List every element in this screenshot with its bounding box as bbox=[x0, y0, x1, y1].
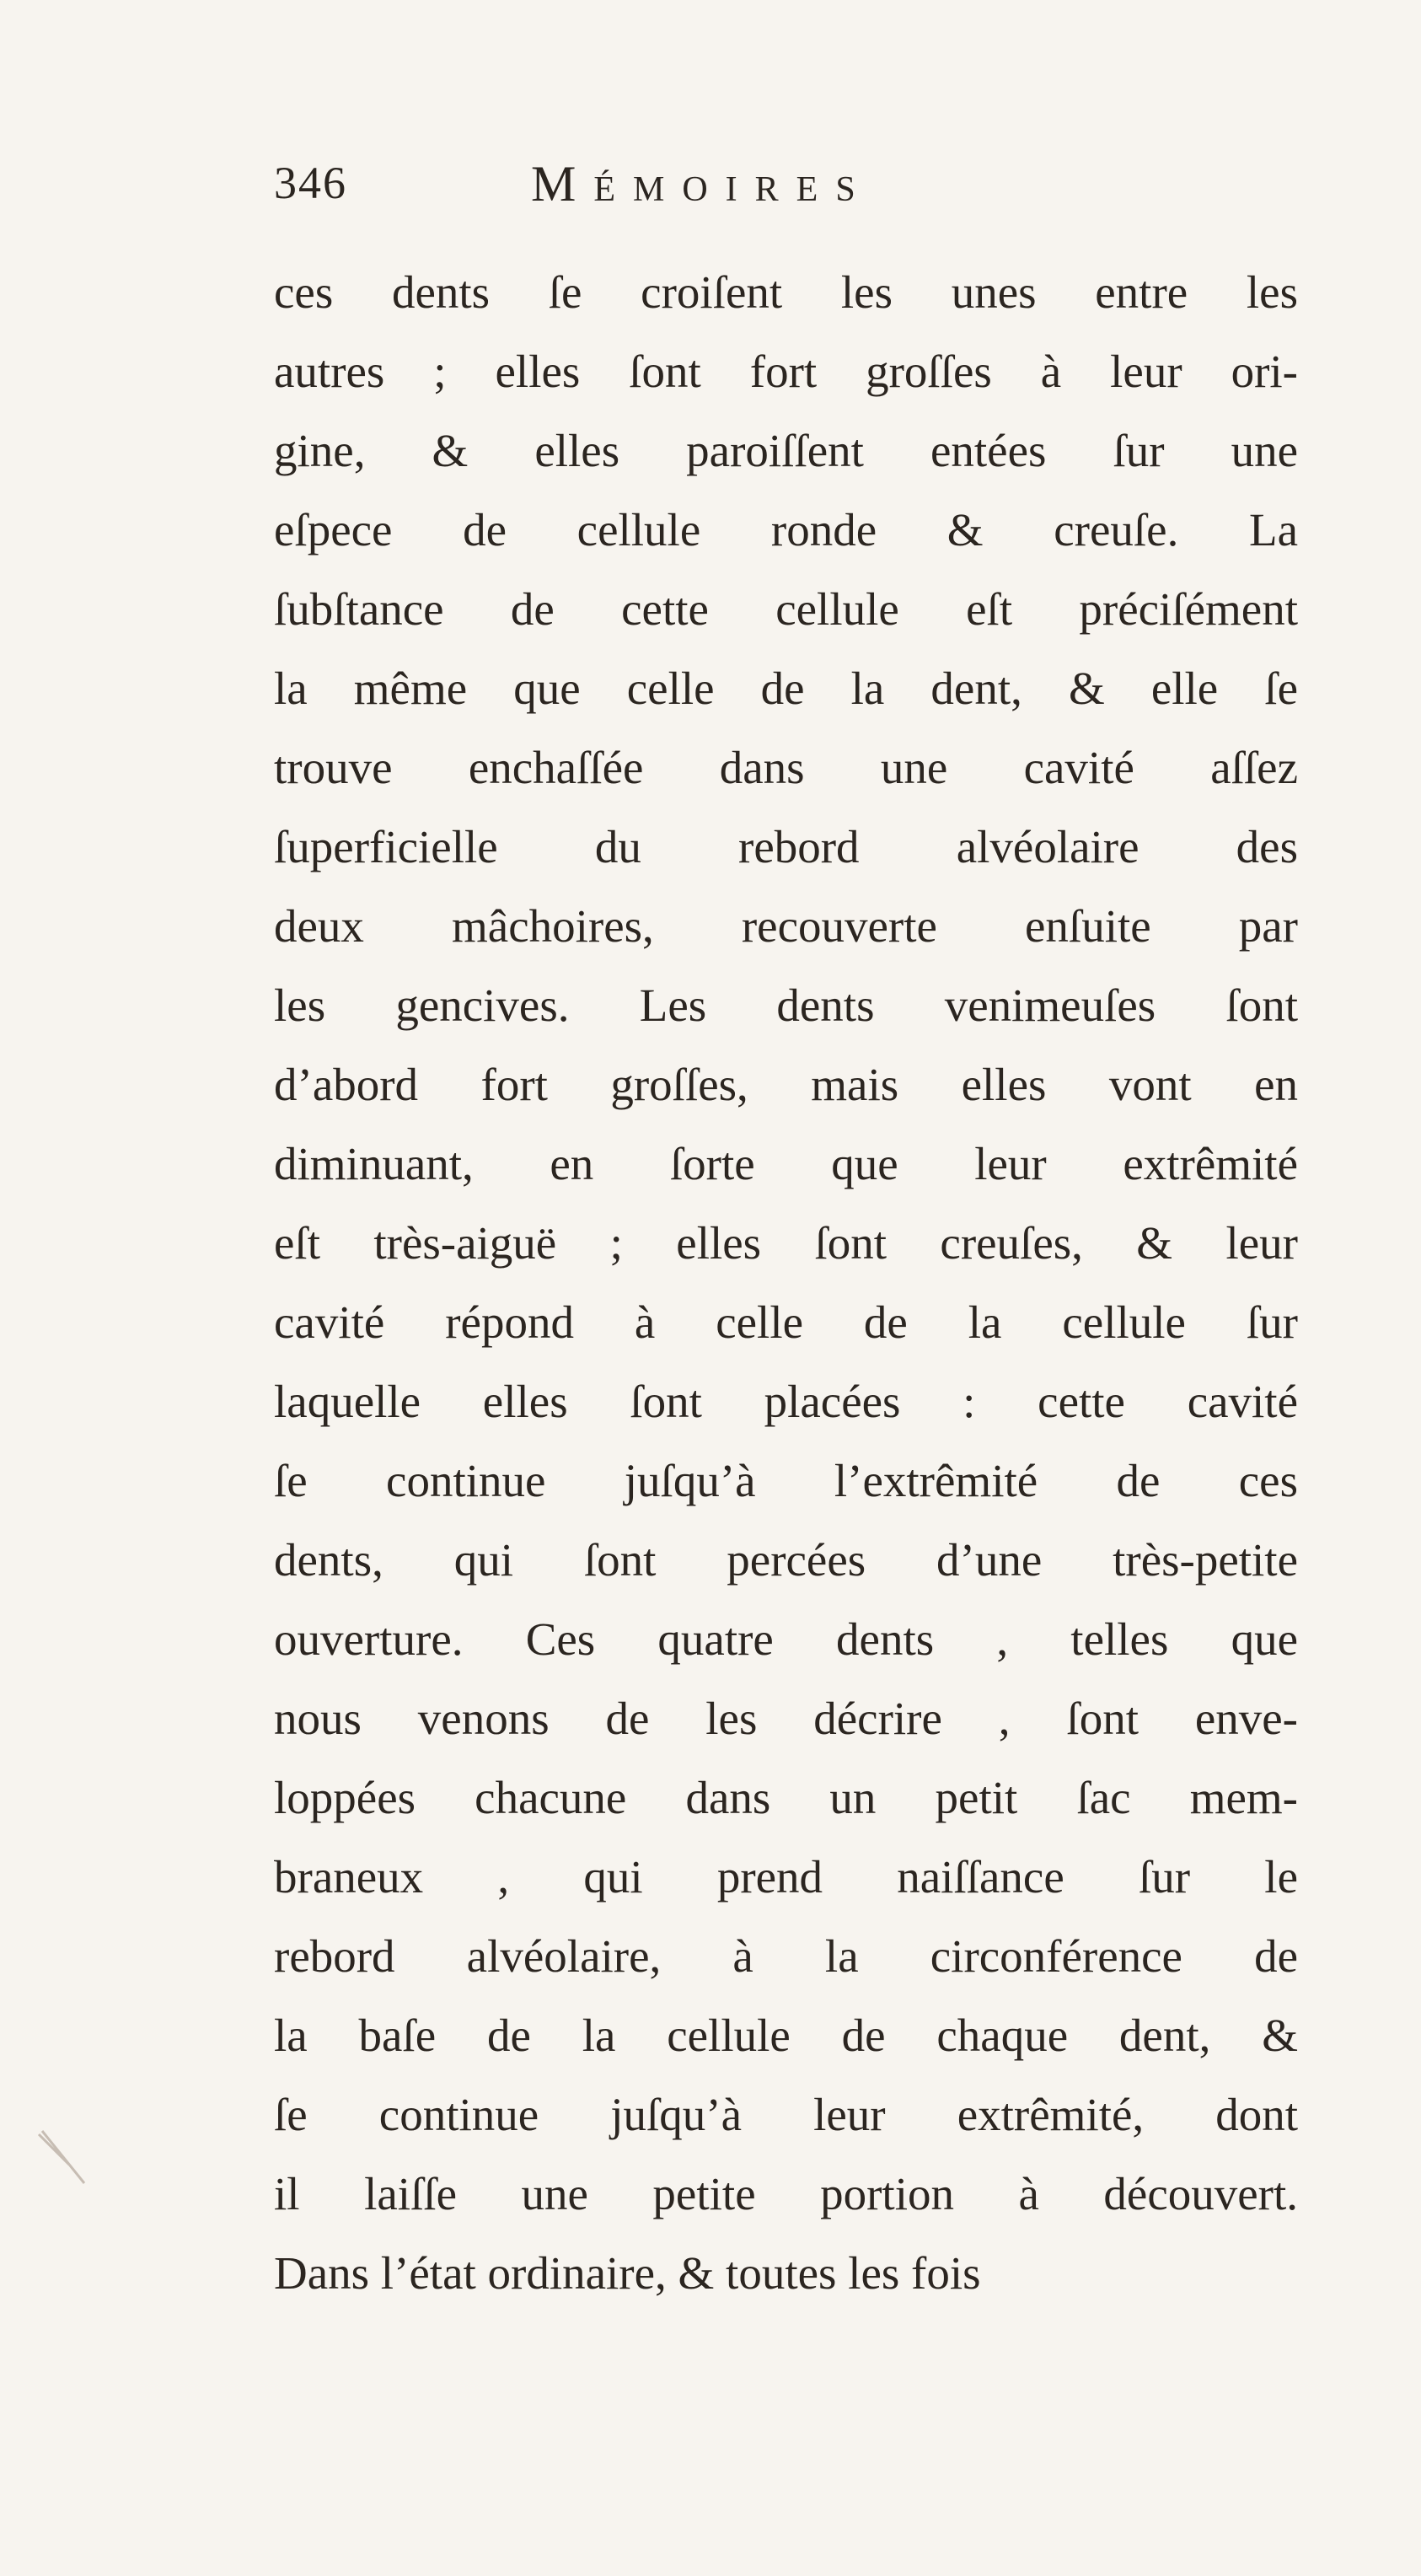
text-line: diminuant, en ſorte que leur extrêmité bbox=[274, 1138, 1298, 1189]
paper-mark bbox=[32, 2124, 99, 2192]
text-line: ſe continue juſqu’à l’extrêmité de ces bbox=[274, 1455, 1298, 1506]
text-line: nous venons de les décrire , ſont enve- bbox=[274, 1693, 1298, 1744]
text-line: les gencives. Les dents venimeuſes ſont bbox=[274, 979, 1298, 1031]
text-line: la même que celle de la dent, & elle ſe bbox=[274, 663, 1298, 714]
text-line: eſt très-aiguë ; elles ſont creuſes, & leur bbox=[274, 1217, 1298, 1269]
text-line: rebord alvéolaire, à la circonférence de bbox=[274, 1930, 1298, 1982]
text-line: ces dents ſe croiſent les unes entre les bbox=[274, 266, 1298, 318]
page-number: 346 bbox=[274, 158, 347, 208]
text-line: ſuperficielle du rebord alvéolaire des bbox=[274, 821, 1298, 872]
text-line: ſe continue juſqu’à leur extrêmité, dont bbox=[274, 2089, 1298, 2140]
text-line: Dans l’état ordinaire, & toutes les fois bbox=[274, 2247, 981, 2299]
text-line: deux mâchoires, recouverte enſuite par bbox=[274, 900, 1298, 952]
text-line: loppées chacune dans un petit ſac mem- bbox=[274, 1772, 1298, 1823]
text-line: trouve enchaſſée dans une cavité aſſez bbox=[274, 742, 1298, 793]
text-line: braneux , qui prend naiſſance ſur le bbox=[274, 1851, 1298, 1902]
text-line: ſubſtance de cette cellule eſt préciſément bbox=[274, 583, 1298, 635]
text-line: gine, & elles paroiſſent entées ſur une bbox=[274, 425, 1298, 476]
text-line: la baſe de la cellule de chaque dent, & bbox=[274, 2010, 1298, 2061]
text-line: d’abord fort groſſes, mais elles vont en bbox=[274, 1059, 1298, 1110]
text-line: laquelle elles ſont placées : cette cavité bbox=[274, 1376, 1298, 1427]
text-line: autres ; elles ſont fort groſſes à leur ori- bbox=[274, 346, 1298, 397]
text-line: il laiſſe une petite portion à découvert. bbox=[274, 2168, 1298, 2219]
text-line: ouverture. Ces quatre dents , telles que bbox=[274, 1613, 1298, 1665]
text-line: cavité répond à celle de la cellule ſur bbox=[274, 1296, 1298, 1348]
page-header bbox=[274, 156, 1184, 219]
body-text bbox=[274, 253, 1298, 2313]
running-title: Mémoires bbox=[531, 156, 873, 212]
text-line: dents, qui ſont percées d’une très-petite bbox=[274, 1534, 1298, 1586]
text-line: eſpece de cellule ronde & creuſe. La bbox=[274, 504, 1298, 555]
